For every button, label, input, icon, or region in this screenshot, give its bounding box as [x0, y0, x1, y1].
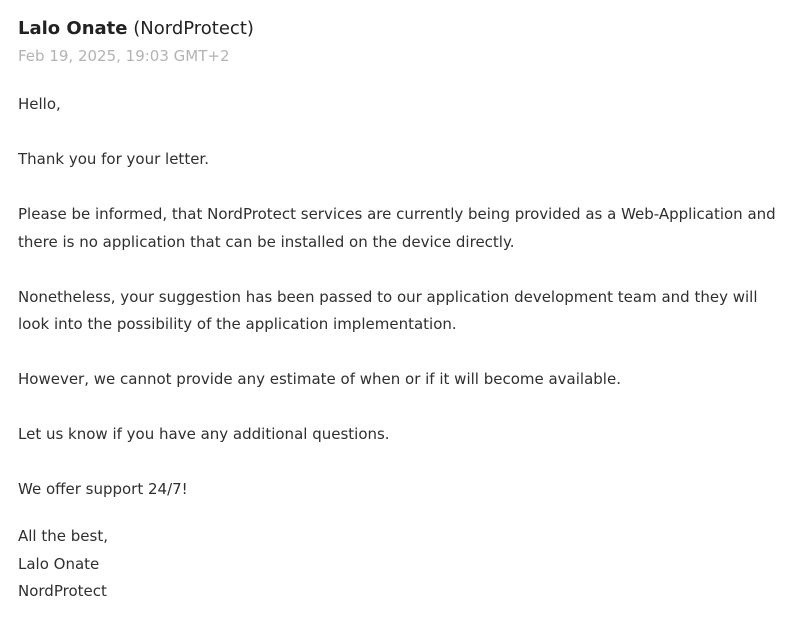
body-paragraph: However, we cannot provide any estimate of when or if it will become available.: [18, 370, 621, 388]
body-paragraph: Thank you for your letter.: [18, 150, 209, 168]
signature-company: NordProtect: [18, 582, 107, 600]
email-signature: [18, 523, 781, 606]
greeting: Hello,: [18, 95, 61, 113]
email-header: [18, 17, 781, 66]
body-paragraph: Please be informed, that NordProtect services are currently being provided as a Web-Application and there is no application that can be installed on the device directly.: [18, 205, 776, 251]
sender-line: [18, 17, 781, 41]
body-paragraph: We offer support 24/7!: [18, 480, 188, 498]
signature-closing: All the best,: [18, 527, 108, 545]
email-body: [18, 91, 781, 606]
sender-organization: (NordProtect): [133, 18, 254, 39]
email-timestamp: Feb 19, 2025, 19:03 GMT+2: [18, 47, 230, 65]
body-paragraph: Nonetheless, your suggestion has been passed to our application development team and they will look into the possibility of the application implementation.: [18, 287, 758, 333]
body-paragraph: Let us know if you have any additional questions.: [18, 425, 390, 443]
sender-name[interactable]: Lalo Onate: [18, 18, 128, 39]
signature-name: Lalo Onate: [18, 554, 100, 573]
